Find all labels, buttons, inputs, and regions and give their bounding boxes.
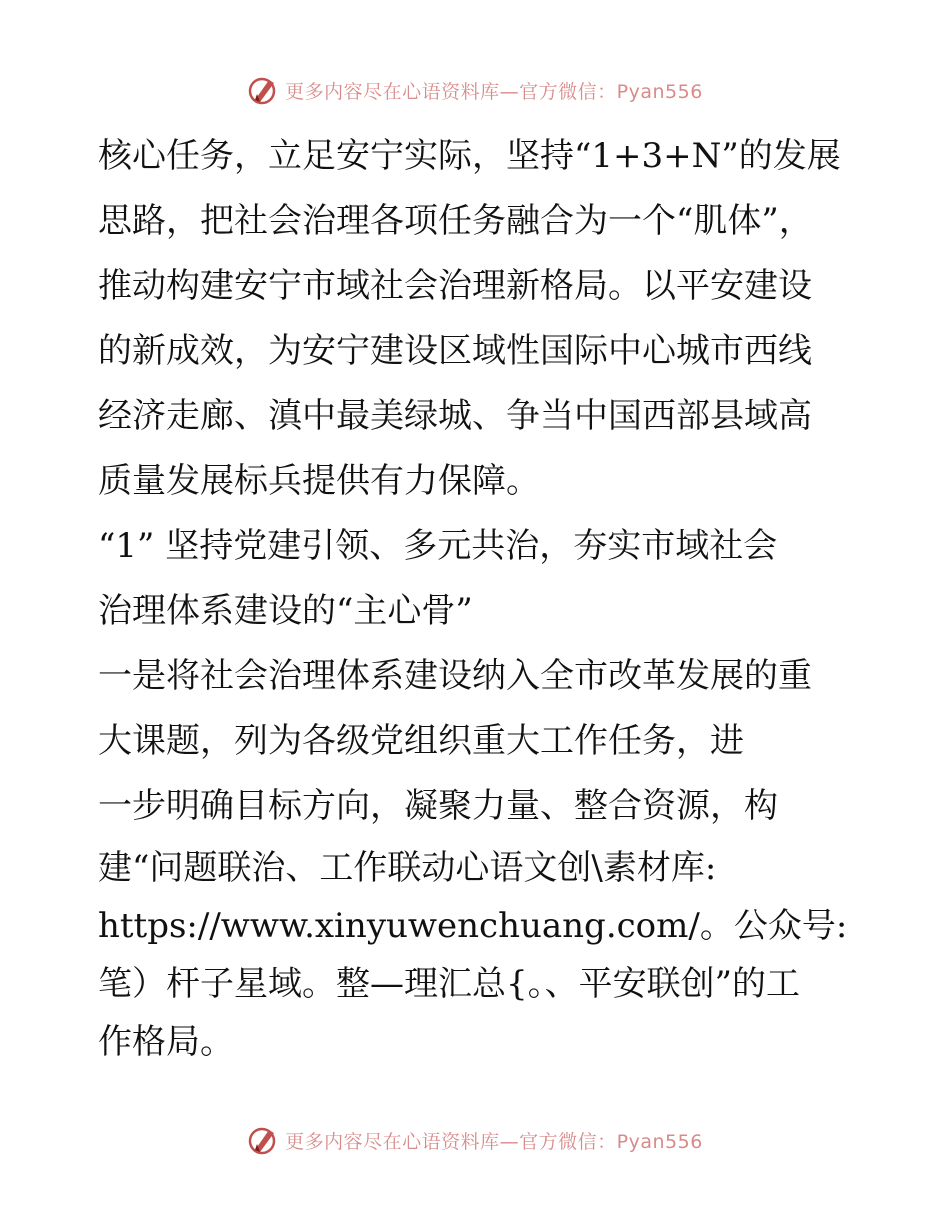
text-line: 推动构建安宁市域社会治理新格局。以平安建设 (98, 266, 812, 306)
text-line: 一步明确目标方向，凝聚力量、整合资源，构 (98, 786, 778, 826)
pen-logo-icon (247, 1124, 279, 1156)
text-line: https://www.xinyuwenchuang.com/。公众号: (98, 906, 848, 946)
text-line: “1” 坚持党建引领、多元共治，夯实市域社会 (98, 526, 778, 566)
text-line: 核心任务，立足安宁实际，坚持“1+3+N”的发展 (98, 136, 841, 176)
footer-banner (0, 1120, 950, 1160)
text-line: 思路，把社会治理各项任务融合为一个“肌体”， (98, 201, 813, 241)
pen-logo-icon (247, 74, 279, 106)
text-line: 治理体系建设的“主心骨” (98, 591, 473, 631)
text-line: 一是将社会治理体系建设纳入全市改革发展的重 (98, 656, 812, 696)
banner-text: 更多内容尽在心语资料库—官方微信：Pyan556 (285, 1130, 703, 1153)
header-banner (0, 70, 950, 110)
text-line: 建“问题联治、工作联动心语文创\素材库: (98, 848, 717, 888)
text-line: 作格局。 (98, 1022, 234, 1062)
body-text (98, 124, 858, 1071)
text-line: 大课题，列为各级党组织重大工作任务，进 (98, 721, 744, 761)
text-line: 笔）杆子星域。整—理汇总{。、平安联创”的工 (98, 964, 801, 1004)
text-line: 经济走廊、滇中最美绿城、争当中国西部县域高 (98, 396, 812, 436)
text-line: 质量发展标兵提供有力保障。 (98, 461, 540, 501)
text-line: 的新成效，为安宁建设区域性国际中心城市西线 (98, 331, 812, 371)
banner-text: 更多内容尽在心语资料库—官方微信：Pyan556 (285, 80, 703, 103)
